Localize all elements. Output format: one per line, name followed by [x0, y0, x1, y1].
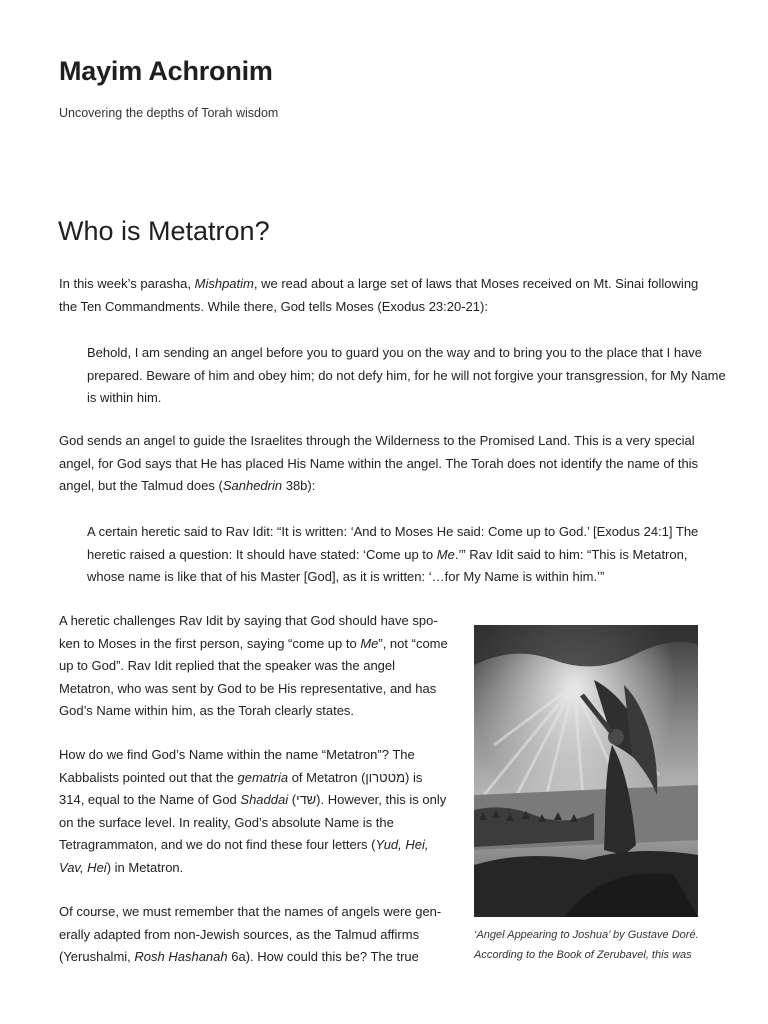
text: of Metatron (מטטרון) is 314, equal to the Name of God	[59, 769, 423, 807]
text: How do we find God’s Name within the name “Metatron”? The Kabbalists pointed out that the	[59, 747, 415, 785]
emphasis-me: Me	[436, 546, 455, 562]
text: (שדי). However, this is only on the surface level. In reality, God’s absolute Name is the Tetragrammaton, and we do not find these four letters (	[59, 792, 447, 852]
text: In this week’s parasha,	[59, 276, 195, 291]
angel-engraving-image	[474, 625, 698, 917]
text: ”, not “come up to God”. Rav Idit replied that the speaker was the angel Metatron, who was sent by God to be His representative, and has God’s Name within him, as the Torah clearly states.	[59, 635, 448, 718]
text: A certain heretic said to Rav Idit: “It is written: ‘And to Moses He said: Come up to God.’ [Exodus 24:1] The heretic raised a question: It should have stated: ‘Come up to	[87, 524, 699, 562]
emphasis-gematria: gematria	[237, 769, 289, 785]
paragraph-angel	[59, 430, 719, 498]
text: .’” Rav Idit said to him: “This is Metatron, whose name is like that of his Master [God], as it is written: ‘…for My Name is within him.’”	[87, 546, 688, 584]
site-title-link[interactable]: Mayim Achronim	[59, 56, 273, 86]
text: God sends an angel to guide the Israelites through the Wilderness to the Promised Land. This is a very special angel, for God says that He has placed His Name within the angel. The Torah does not identify the name of this angel, but the Talmud does (	[59, 433, 699, 493]
emphasis-me: Me	[360, 635, 379, 651]
text: , we read about a large set of laws that Moses received on Mt. Sinai following the Ten Commandments. While there, God tells Moses (Exodus 23:20-21):	[59, 276, 699, 314]
text: A heretic challenges Rav Idit by saying that God should have spo-ken to Moses in the first person, saying “come up to	[59, 613, 438, 651]
post-title: Who is Metatron?	[58, 216, 270, 246]
blockquote-exodus: Behold, I am sending an angel before you to guard you on the way and to bring you to the place that I have prepared. Beware of him and obey him; do not defy him, for he will not forgive your transgression, for My Name is within him.	[87, 345, 726, 405]
emphasis-sanhedrin: Sanhedrin	[222, 478, 283, 493]
site-tagline: Uncovering the depths of Torah wisdom	[59, 106, 279, 120]
paragraph-intro	[59, 273, 719, 318]
paragraph-gematria	[59, 744, 451, 879]
text: 38b):	[282, 478, 316, 493]
emphasis-rosh-hashanah: Rosh Hashanah	[134, 949, 228, 964]
emphasis-letters: Yud, Hei, Vav, Hei	[59, 837, 429, 875]
text: 6a). How could this be? The true	[227, 949, 419, 964]
figure-angel	[474, 625, 699, 965]
figure-caption: ‘Angel Appearing to Joshua’ by Gustave Doré. According to the Book of Zerubavel, this was	[474, 929, 699, 961]
text: Of course, we must remember that the names of angels were gen-erally adapted from non-Jewish sources, as the Talmud affirms (Yerushalmi,	[59, 904, 442, 964]
site-title	[59, 56, 273, 87]
paragraph-names	[59, 901, 451, 969]
emphasis-shaddai: Shaddai	[240, 792, 289, 807]
paragraph-heretic	[59, 610, 451, 723]
emphasis-mishpatim: Mishpatim	[194, 276, 254, 291]
text: ) in Metatron.	[106, 859, 184, 875]
blockquote-talmud	[87, 521, 727, 589]
